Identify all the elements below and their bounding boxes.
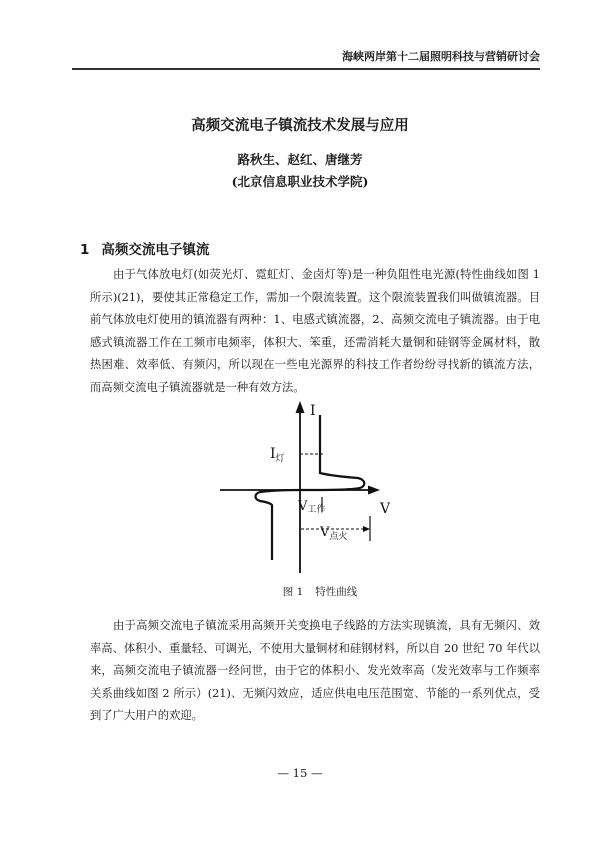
section-title: 高频交流电子镇流 xyxy=(101,242,210,258)
ignition-voltage-label xyxy=(319,525,347,542)
header-rule xyxy=(72,68,540,70)
work-voltage-label xyxy=(297,499,325,515)
body-paragraph: 由于气体放电灯(如荧光灯、霓虹灯、金卤灯等)是一种负阻性电光源(特性曲线如图 1 所示)(21)，要使其正常稳定工作，需加一个限流装置。这个限流装置我们叫做镇流器。目前气体放电灯使用的镇流器有两种：1、电感式镇流器，2、高频交流电子镇流器。由于电感式镇流器工作在工频市电频率，体积大、笨重，还需消耗大量铜和硅钢等金属材料，散热困难、效率低、有频闪，所以现在一些电光源界的科技工作者纷纷寻找新的镇流方法，而高频交流电子镇流器就是一种有效方法。 xyxy=(90,268,540,394)
x-axis-arrow xyxy=(368,486,380,495)
figure-caption xyxy=(0,584,600,599)
x-axis-label: V xyxy=(380,501,391,517)
characteristic-curve-diagram xyxy=(200,395,440,585)
y-axis-label: I xyxy=(310,403,316,419)
characteristic-curve-lower xyxy=(256,490,301,560)
paper-affiliation: (北京信息职业技术学院) xyxy=(231,174,369,189)
paper-authors: 路秋生、赵红、唐继芳 xyxy=(237,152,363,167)
figure-caption-text: 特性曲线 xyxy=(315,586,358,598)
page-number: — 15 — xyxy=(277,766,323,780)
body-paragraph: 由于高频交流电子镇流采用高频开关变换电子线路的方法实现镇流，具有无频闪、效率高、体积小、重量轻、可调光，不使用大量铜材和硅钢材料，所以自 20 世纪 70 年代以来，高频交流电子镇流器一经问世，由于它的体积小、发光效率高（发光效率与工作频率关系曲线如图 2 所示）(21)、无频闪效应，适应供电电压范围宽、节能的一系列优点，受到了广大用户的欢迎。 xyxy=(90,619,540,723)
ignition-voltage-subscript: 点火 xyxy=(329,532,348,542)
ignition-voltage-symbol: V xyxy=(320,525,330,540)
lamp-current-subscript: 灯 xyxy=(275,454,285,464)
lamp-current-symbol: I xyxy=(270,446,276,462)
section-heading xyxy=(80,238,209,258)
work-voltage-symbol: V xyxy=(298,499,308,514)
section-number: 1 xyxy=(80,242,90,258)
running-header: 海峡两岸第十二届照明科技与营销研讨会 xyxy=(342,50,540,63)
figure-number: 图 1 xyxy=(282,586,304,598)
paper-title: 高频交流电子镇流技术发展与应用 xyxy=(191,118,409,134)
y-axis-arrow xyxy=(296,401,305,413)
work-voltage-subscript: 工作 xyxy=(307,505,326,515)
ignition-dimension-arrow xyxy=(363,526,370,532)
characteristic-curve-upper xyxy=(300,415,364,490)
lamp-current-label xyxy=(270,446,285,464)
characteristic-curve-figure xyxy=(200,395,440,585)
